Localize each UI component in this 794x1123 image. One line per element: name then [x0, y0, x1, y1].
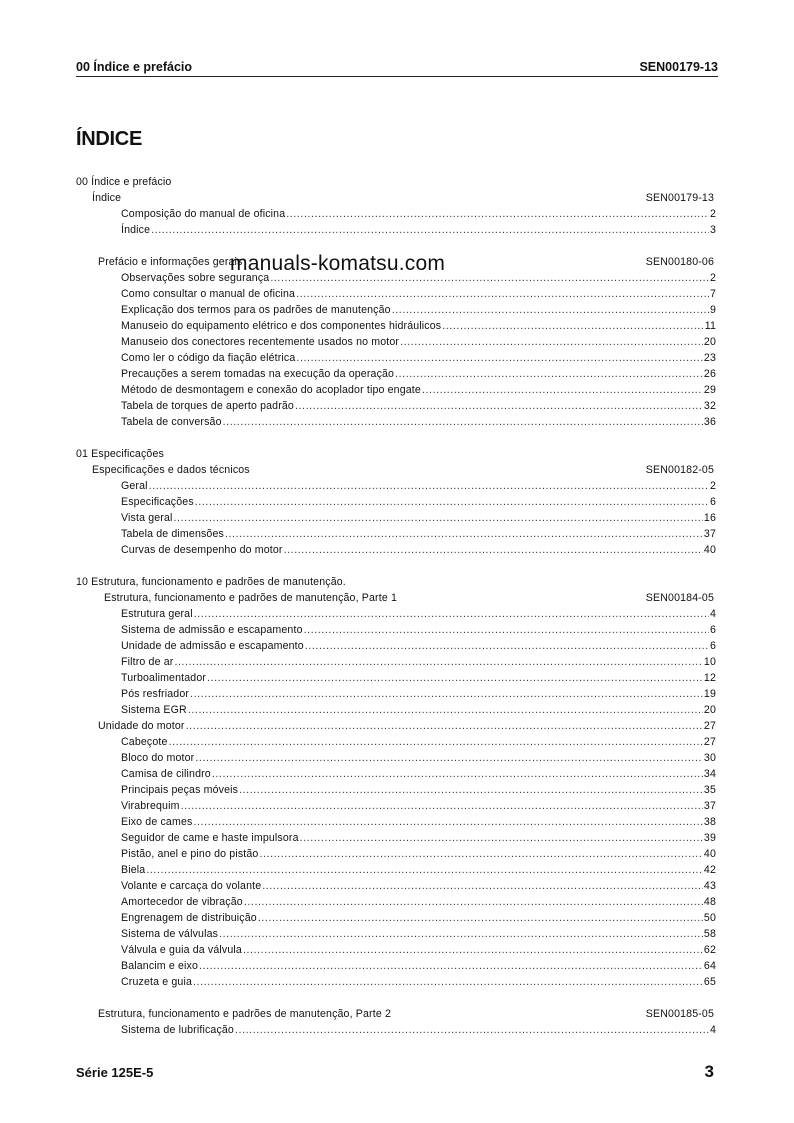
- toc-item-label: Índice: [121, 224, 151, 236]
- toc-item: [76, 222, 716, 238]
- header-document-code: SEN00179-13: [639, 60, 718, 74]
- toc-item: [76, 606, 716, 622]
- toc-page-number: 42: [703, 864, 716, 876]
- toc-item: [76, 814, 716, 830]
- toc-item: [76, 398, 716, 414]
- toc-leader-dots: [199, 958, 703, 974]
- toc-item: [76, 702, 716, 718]
- footer-series: Série 125E-5: [76, 1065, 154, 1080]
- toc-item: [76, 414, 716, 430]
- toc-page-number: 10: [703, 656, 716, 668]
- toc-item-label: Geral: [121, 480, 148, 492]
- page-header: [76, 58, 718, 77]
- toc-page-number: 40: [703, 544, 716, 556]
- toc-item-label: Como ler o código da fiação elétrica: [121, 352, 296, 364]
- toc-page-number: 62: [703, 944, 716, 956]
- toc-leader-dots: [262, 878, 703, 894]
- toc-item-label: Tabela de conversão: [121, 416, 222, 428]
- toc-item-label: Bloco do motor: [121, 752, 195, 764]
- toc-leader-dots: [284, 542, 703, 558]
- toc-item: [76, 318, 716, 334]
- toc-page-number: 20: [703, 704, 716, 716]
- toc-leader-dots: [174, 510, 703, 526]
- toc-page-number: 4: [709, 608, 716, 620]
- toc-section-label: 01 Especificações: [76, 448, 164, 460]
- toc-document-entry: [76, 590, 716, 606]
- toc-page-number: 20: [703, 336, 716, 348]
- toc-item-label: Tabela de torques de aperto padrão: [121, 400, 294, 412]
- toc-page-number: 65: [703, 976, 716, 988]
- footer-page-number: 3: [704, 1062, 714, 1081]
- toc-item-label: Filtro de ar: [121, 656, 174, 668]
- toc-item: [76, 686, 716, 702]
- toc-page-number: 2: [709, 208, 716, 220]
- toc-page-number: 23: [703, 352, 716, 364]
- toc-page-number: 27: [703, 736, 716, 748]
- toc-leader-dots: [194, 606, 709, 622]
- toc-leader-dots: [169, 734, 703, 750]
- toc-item: [76, 750, 716, 766]
- toc-item: [76, 942, 716, 958]
- toc-leader-dots: [195, 750, 703, 766]
- toc-item-label: Manuseio dos conectores recentemente usados no motor: [121, 336, 400, 348]
- toc-item: [76, 526, 716, 542]
- toc-page-number: 29: [703, 384, 716, 396]
- toc-item-label: Unidade de admissão e escapamento: [121, 640, 304, 652]
- toc-item-label: Sistema de lubrificação: [121, 1024, 234, 1036]
- toc-page-number: 19: [703, 688, 716, 700]
- toc-item-label: Observações sobre segurança: [121, 272, 270, 284]
- toc-page-number: 6: [709, 640, 716, 652]
- toc-item-label: Como consultar o manual de oficina: [121, 288, 296, 300]
- toc-page-number: 37: [703, 800, 716, 812]
- toc-document-code: SEN00182-05: [645, 464, 714, 476]
- toc-item-label: Cruzeta e guia: [121, 976, 193, 988]
- toc-item-label: Cabeçote: [121, 736, 168, 748]
- toc-item-label: Virabrequim: [121, 800, 180, 812]
- toc-leader-dots: [258, 910, 703, 926]
- toc-item: [76, 766, 716, 782]
- toc-document-code: SEN00185-05: [645, 1008, 714, 1020]
- toc-item-label: Curvas de desempenho do motor: [121, 544, 283, 556]
- toc-page-number: 34: [703, 768, 716, 780]
- toc-document-entry: [76, 1006, 716, 1022]
- page-title: ÍNDICE: [76, 128, 142, 150]
- toc-page-number: 3: [709, 224, 716, 236]
- toc-page-number: 11: [704, 320, 716, 332]
- toc-leader-dots: [188, 702, 703, 718]
- toc-item: [76, 862, 716, 878]
- toc-document-label: Índice: [92, 192, 122, 204]
- toc-page-number: 12: [703, 672, 716, 684]
- toc-leader-dots: [304, 622, 709, 638]
- toc-item: [76, 782, 716, 798]
- toc-page-number: 4: [709, 1024, 716, 1036]
- toc-item-label: Válvula e guia da válvula: [121, 944, 242, 956]
- toc-item-label: Explicação dos termos para os padrões de manutenção: [121, 304, 391, 316]
- toc-item-label: Unidade do motor: [98, 720, 185, 732]
- toc-item-label: Biela: [121, 864, 146, 876]
- toc-item: [76, 734, 716, 750]
- toc-leader-dots: [149, 478, 709, 494]
- toc-leader-dots: [212, 766, 703, 782]
- toc-page-number: 32: [703, 400, 716, 412]
- toc-leader-dots: [392, 302, 709, 318]
- toc-item-label: Especificações: [121, 496, 194, 508]
- toc-page-number: 58: [703, 928, 716, 940]
- page-footer: [76, 1062, 714, 1082]
- toc-page-number: 27: [703, 720, 716, 732]
- toc-page-number: 9: [709, 304, 716, 316]
- toc-leader-dots: [219, 926, 703, 942]
- toc-item-label: Precauções a serem tomadas na execução da operação: [121, 368, 395, 380]
- toc-page-number: 40: [703, 848, 716, 860]
- toc-leader-dots: [181, 798, 703, 814]
- toc-page-number: 6: [709, 496, 716, 508]
- toc-leader-dots: [296, 350, 703, 366]
- toc-item: [76, 926, 716, 942]
- toc-leader-dots: [422, 382, 703, 398]
- toc-page-number: 43: [703, 880, 716, 892]
- toc-item: [76, 542, 716, 558]
- toc-item-label: Pós resfriador: [121, 688, 190, 700]
- table-of-contents: [76, 174, 716, 1038]
- toc-page-number: 37: [703, 528, 716, 540]
- toc-item-label: Sistema de válvulas: [121, 928, 219, 940]
- toc-leader-dots: [146, 862, 703, 878]
- toc-item-label: Volante e carcaça do volante: [121, 880, 262, 892]
- toc-item-label: Composição do manual de oficina: [121, 208, 286, 220]
- toc-item: [76, 494, 716, 510]
- toc-item-label: Manuseio do equipamento elétrico e dos componentes hidráulicos: [121, 320, 442, 332]
- toc-item: [76, 1022, 716, 1038]
- toc-item: [76, 350, 716, 366]
- toc-page-number: 50: [703, 912, 716, 924]
- toc-section-heading: [76, 446, 716, 462]
- toc-section-heading: [76, 574, 716, 590]
- toc-item: [76, 910, 716, 926]
- toc-document-code: SEN00180-06: [645, 256, 714, 268]
- toc-leader-dots: [190, 686, 703, 702]
- toc-item: [76, 206, 716, 222]
- toc-leader-dots: [300, 830, 703, 846]
- toc-page-number: 48: [703, 896, 716, 908]
- toc-item: [76, 478, 716, 494]
- toc-leader-dots: [400, 334, 703, 350]
- toc-item-label: Método de desmontagem e conexão do acoplador tipo engate: [121, 384, 421, 396]
- toc-page-number: 38: [703, 816, 716, 828]
- toc-item: [76, 830, 716, 846]
- toc-item: [76, 302, 716, 318]
- toc-leader-dots: [193, 974, 703, 990]
- toc-item: [76, 334, 716, 350]
- toc-item: [76, 638, 716, 654]
- toc-page-number: 64: [703, 960, 716, 972]
- toc-item-label: Tabela de dimensões: [121, 528, 224, 540]
- toc-leader-dots: [174, 654, 702, 670]
- toc-item-label: Turboalimentador: [121, 672, 207, 684]
- toc-item-label: Camisa de cilindro: [121, 768, 211, 780]
- toc-item: [76, 958, 716, 974]
- toc-leader-dots: [207, 670, 703, 686]
- toc-item-label: Balancim e eixo: [121, 960, 199, 972]
- toc-item-label: Amortecedor de vibração: [121, 896, 243, 908]
- toc-item-label: Sistema de admissão e escapamento: [121, 624, 303, 636]
- toc-page-number: 26: [703, 368, 716, 380]
- toc-leader-dots: [151, 222, 709, 238]
- toc-page-number: 39: [703, 832, 716, 844]
- toc-item-label: Engrenagem de distribuição: [121, 912, 257, 924]
- toc-leader-dots: [225, 526, 703, 542]
- toc-document-label: Prefácio e informações gerais: [98, 256, 243, 268]
- toc-leader-dots: [186, 718, 703, 734]
- toc-leader-dots: [442, 318, 703, 334]
- toc-document-code: SEN00179-13: [645, 192, 714, 204]
- toc-item-label: Principais peças móveis: [121, 784, 239, 796]
- toc-leader-dots: [305, 638, 709, 654]
- toc-item: [76, 894, 716, 910]
- toc-leader-dots: [296, 286, 709, 302]
- toc-leader-dots: [195, 494, 709, 510]
- toc-leader-dots: [243, 942, 703, 958]
- toc-leader-dots: [286, 206, 709, 222]
- toc-page-number: 2: [709, 272, 716, 284]
- toc-item: [76, 622, 716, 638]
- toc-item-label: Vista geral: [121, 512, 173, 524]
- toc-leader-dots: [295, 398, 703, 414]
- toc-item-label: Pistão, anel e pino do pistão: [121, 848, 259, 860]
- toc-item: [76, 846, 716, 862]
- toc-document-label: Estrutura, funcionamento e padrões de manutenção, Parte 2: [98, 1008, 391, 1020]
- toc-page-number: 6: [709, 624, 716, 636]
- toc-item: [76, 382, 716, 398]
- toc-leader-dots: [235, 1022, 709, 1038]
- toc-leader-dots: [259, 846, 702, 862]
- toc-item: [76, 798, 716, 814]
- toc-document-entry: [76, 462, 716, 478]
- toc-document-code: SEN00184-05: [645, 592, 714, 604]
- toc-page-number: 35: [703, 784, 716, 796]
- toc-leader-dots: [239, 782, 703, 798]
- toc-leader-dots: [395, 366, 703, 382]
- toc-page-number: 7: [709, 288, 716, 300]
- watermark-text: manuals-komatsu.com: [230, 252, 446, 275]
- toc-page-number: 16: [703, 512, 716, 524]
- toc-item-label: Eixo de cames: [121, 816, 193, 828]
- toc-subsection-entry: [76, 718, 716, 734]
- toc-item: [76, 654, 716, 670]
- toc-item: [76, 510, 716, 526]
- toc-section-heading: [76, 174, 716, 190]
- toc-section-label: 10 Estrutura, funcionamento e padrões de manutenção.: [76, 576, 346, 588]
- toc-item-label: Seguidor de came e haste impulsora: [121, 832, 299, 844]
- toc-item-label: Sistema EGR: [121, 704, 187, 716]
- toc-leader-dots: [244, 894, 703, 910]
- toc-page-number: 30: [703, 752, 716, 764]
- header-section-title: 00 Índice e prefácio: [76, 60, 193, 74]
- toc-page-number: 36: [703, 416, 716, 428]
- toc-document-entry: [76, 190, 716, 206]
- toc-item: [76, 286, 716, 302]
- toc-item: [76, 366, 716, 382]
- toc-item-label: Estrutura geral: [121, 608, 193, 620]
- toc-item: [76, 974, 716, 990]
- toc-section-label: 00 Índice e prefácio: [76, 176, 172, 188]
- toc-page-number: 2: [709, 480, 716, 492]
- toc-item: [76, 670, 716, 686]
- toc-document-label: Especificações e dados técnicos: [92, 464, 250, 476]
- toc-leader-dots: [193, 814, 702, 830]
- toc-leader-dots: [223, 414, 703, 430]
- toc-item: [76, 878, 716, 894]
- toc-document-label: Estrutura, funcionamento e padrões de manutenção, Parte 1: [104, 592, 397, 604]
